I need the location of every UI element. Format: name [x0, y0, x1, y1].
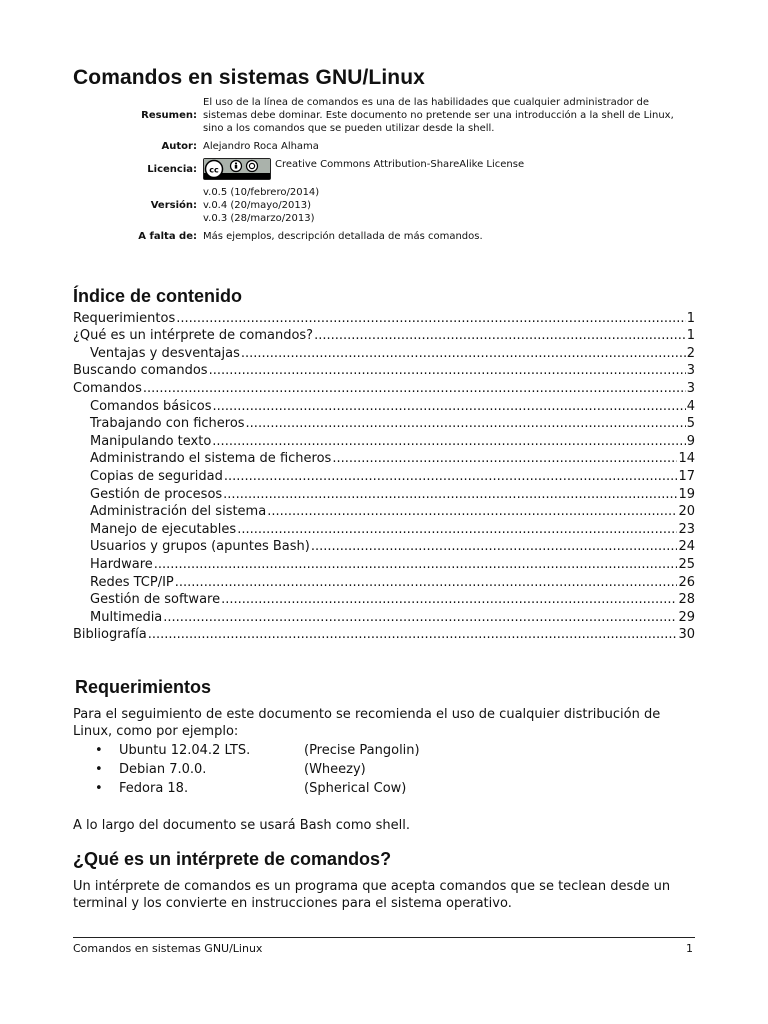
meta-resumen	[90, 96, 710, 135]
toc-entry-page: 3	[686, 380, 695, 396]
toc-entry[interactable]	[73, 520, 695, 538]
footer-page-number: 1	[686, 942, 693, 955]
toc-entry-title: Manejo de ejecutables	[90, 521, 237, 537]
toc-entry-title: Buscando comandos	[73, 363, 208, 379]
interprete-heading: ¿Qué es un intérprete de comandos?	[73, 849, 392, 869]
toc-entry[interactable]	[73, 573, 695, 591]
footer-divider	[73, 937, 695, 938]
toc-entry-page: 26	[678, 574, 695, 590]
table-of-contents	[73, 309, 695, 643]
bullet-icon: •	[95, 781, 103, 796]
toc-entry[interactable]	[73, 555, 695, 573]
toc-entry-title: ¿Qué es un intérprete de comandos?	[73, 328, 314, 344]
toc-entry[interactable]	[73, 591, 695, 609]
toc-entry[interactable]	[73, 467, 695, 485]
bullet-icon: •	[95, 743, 103, 758]
version-label: Versión:	[150, 200, 197, 211]
document-metadata	[90, 96, 710, 248]
meta-version	[90, 186, 710, 225]
interprete-text: Un intérprete de comandos es un programa que acepta comandos que se teclean desde un terminal y los convierte en instrucciones para el sistema operativo.	[73, 879, 671, 911]
toc-entry[interactable]	[73, 626, 695, 644]
toc-entry-page: 19	[678, 486, 695, 502]
toc-dot-leader	[175, 575, 678, 591]
toc-dot-leader	[212, 434, 685, 450]
document-title: Comandos en sistemas GNU/Linux	[73, 66, 425, 89]
toc-entry-title: Redes TCP/IP	[90, 574, 174, 590]
distro-list	[95, 741, 420, 798]
toc-entry[interactable]	[73, 362, 695, 380]
toc-entry[interactable]	[73, 397, 695, 415]
toc-dot-leader	[143, 381, 686, 397]
distro-name: Ubuntu 12.04.2 LTS.	[119, 743, 251, 758]
resumen-line: El uso de la línea de comandos es una de las habilidades que cualquier administrador de	[203, 97, 650, 108]
meta-falta	[90, 230, 710, 243]
version-list	[203, 186, 710, 225]
toc-entry-page: 9	[686, 433, 695, 449]
toc-entry[interactable]	[73, 344, 695, 362]
resumen-line: sino a los comandos que se pueden utilizar desde la shell.	[203, 123, 495, 134]
resumen-label: Resumen:	[141, 110, 197, 121]
toc-entry-title: Copias de seguridad	[90, 468, 223, 484]
toc-entry-page: 1	[686, 310, 695, 326]
cc-by-sa-icon	[203, 158, 271, 180]
bullet-icon: •	[95, 762, 103, 777]
requerimientos-intro: Para el seguimiento de este documento se recomienda el uso de cualquier distribución de Linux, como por ejemplo:	[73, 707, 661, 739]
toc-entry-title: Requerimientos	[73, 310, 176, 326]
toc-dot-leader	[311, 539, 678, 555]
distro-name: Fedora 18.	[119, 781, 189, 796]
toc-entry-page: 30	[678, 627, 695, 643]
licencia-value	[203, 158, 710, 180]
toc-entry-page: 25	[678, 556, 695, 572]
toc-entry-page: 4	[686, 398, 695, 414]
toc-entry-title: Gestión de software	[90, 592, 221, 608]
toc-entry-title: Comandos básicos	[90, 398, 212, 414]
version-item: v.0.5 (10/febrero/2014)	[203, 187, 320, 198]
toc-dot-leader	[148, 627, 678, 643]
licencia-label: Licencia:	[147, 163, 197, 175]
toc-entry-page: 2	[686, 345, 695, 361]
toc-entry-title: Gestión de procesos	[90, 486, 223, 502]
toc-entry-title: Hardware	[90, 556, 153, 572]
toc-dot-leader	[314, 328, 686, 344]
meta-autor	[90, 140, 710, 153]
toc-dot-leader	[241, 346, 686, 362]
toc-entry-page: 1	[686, 328, 695, 344]
toc-entry-page: 3	[686, 363, 695, 379]
toc-dot-leader	[176, 311, 685, 327]
toc-entry[interactable]	[73, 327, 695, 345]
requerimientos-heading: Requerimientos	[75, 677, 212, 697]
toc-dot-leader	[209, 363, 686, 379]
list-item	[95, 779, 420, 798]
toc-entry-title: Trabajando con ficheros	[90, 416, 245, 432]
meta-licencia	[90, 158, 710, 180]
toc-entry-page: 28	[678, 592, 695, 608]
toc-entry-page: 23	[678, 521, 695, 537]
toc-entry-title: Administrando el sistema de ficheros	[90, 451, 332, 467]
toc-entry-page: 5	[686, 416, 695, 432]
licencia-text: Creative Commons Attribution-ShareAlike License	[275, 159, 525, 170]
toc-entry-title: Manipulando texto	[90, 433, 212, 449]
list-item	[95, 741, 420, 760]
version-item: v.0.3 (28/marzo/2013)	[203, 213, 315, 224]
toc-entry-page: 29	[678, 609, 695, 625]
falta-value: Más ejemplos, descripción detallada de más comandos.	[203, 231, 483, 242]
autor-label: Autor:	[161, 141, 197, 152]
toc-entry-page: 14	[678, 451, 695, 467]
toc-entry[interactable]	[73, 415, 695, 433]
toc-entry[interactable]	[73, 538, 695, 556]
toc-entry-page: 17	[678, 468, 695, 484]
distro-codename: (Precise Pangolin)	[304, 743, 420, 758]
toc-dot-leader	[224, 469, 678, 485]
toc-dot-leader	[163, 610, 677, 626]
toc-entry-title: Administración del sistema	[90, 504, 267, 520]
version-item: v.0.4 (20/mayo/2013)	[203, 200, 312, 211]
toc-title: Índice de contenido	[73, 286, 243, 306]
toc-entry[interactable]	[73, 432, 695, 450]
toc-entry-title: Ventajas y desventajas	[90, 345, 240, 361]
toc-entry[interactable]	[73, 309, 695, 327]
toc-entry[interactable]	[73, 379, 695, 397]
resumen-text	[203, 96, 710, 135]
toc-entry-page: 24	[678, 539, 695, 555]
toc-entry-title: Comandos	[73, 380, 142, 396]
toc-dot-leader	[246, 416, 686, 432]
toc-dot-leader	[332, 451, 677, 467]
svg-text:cc: cc	[209, 165, 219, 175]
autor-value: Alejandro Roca Alhama	[203, 141, 319, 152]
toc-dot-leader	[223, 487, 677, 503]
resumen-line: sistemas debe dominar. Este documento no pretende ser una introducción a la shell de Linux,	[203, 110, 674, 121]
toc-dot-leader	[267, 504, 677, 520]
toc-entry-page: 20	[678, 504, 695, 520]
toc-dot-leader	[213, 399, 686, 415]
distro-name: Debian 7.0.0.	[119, 762, 207, 777]
toc-entry-title: Usuarios y grupos (apuntes Bash)	[90, 539, 310, 555]
toc-entry[interactable]	[73, 608, 695, 626]
distro-codename: (Wheezy)	[304, 762, 366, 777]
toc-entry[interactable]	[73, 503, 695, 521]
distro-codename: (Spherical Cow)	[304, 781, 407, 796]
toc-dot-leader	[154, 557, 678, 573]
list-item	[95, 760, 420, 779]
falta-label: A falta de:	[138, 231, 197, 242]
toc-dot-leader	[221, 592, 677, 608]
toc-entry[interactable]	[73, 485, 695, 503]
toc-entry-title: Multimedia	[90, 609, 163, 625]
footer-title: Comandos en sistemas GNU/Linux	[73, 942, 263, 955]
toc-dot-leader	[237, 522, 677, 538]
shell-note: A lo largo del documento se usará Bash como shell.	[73, 818, 410, 833]
toc-entry[interactable]	[73, 450, 695, 468]
toc-entry-title: Bibliografía	[73, 627, 147, 643]
